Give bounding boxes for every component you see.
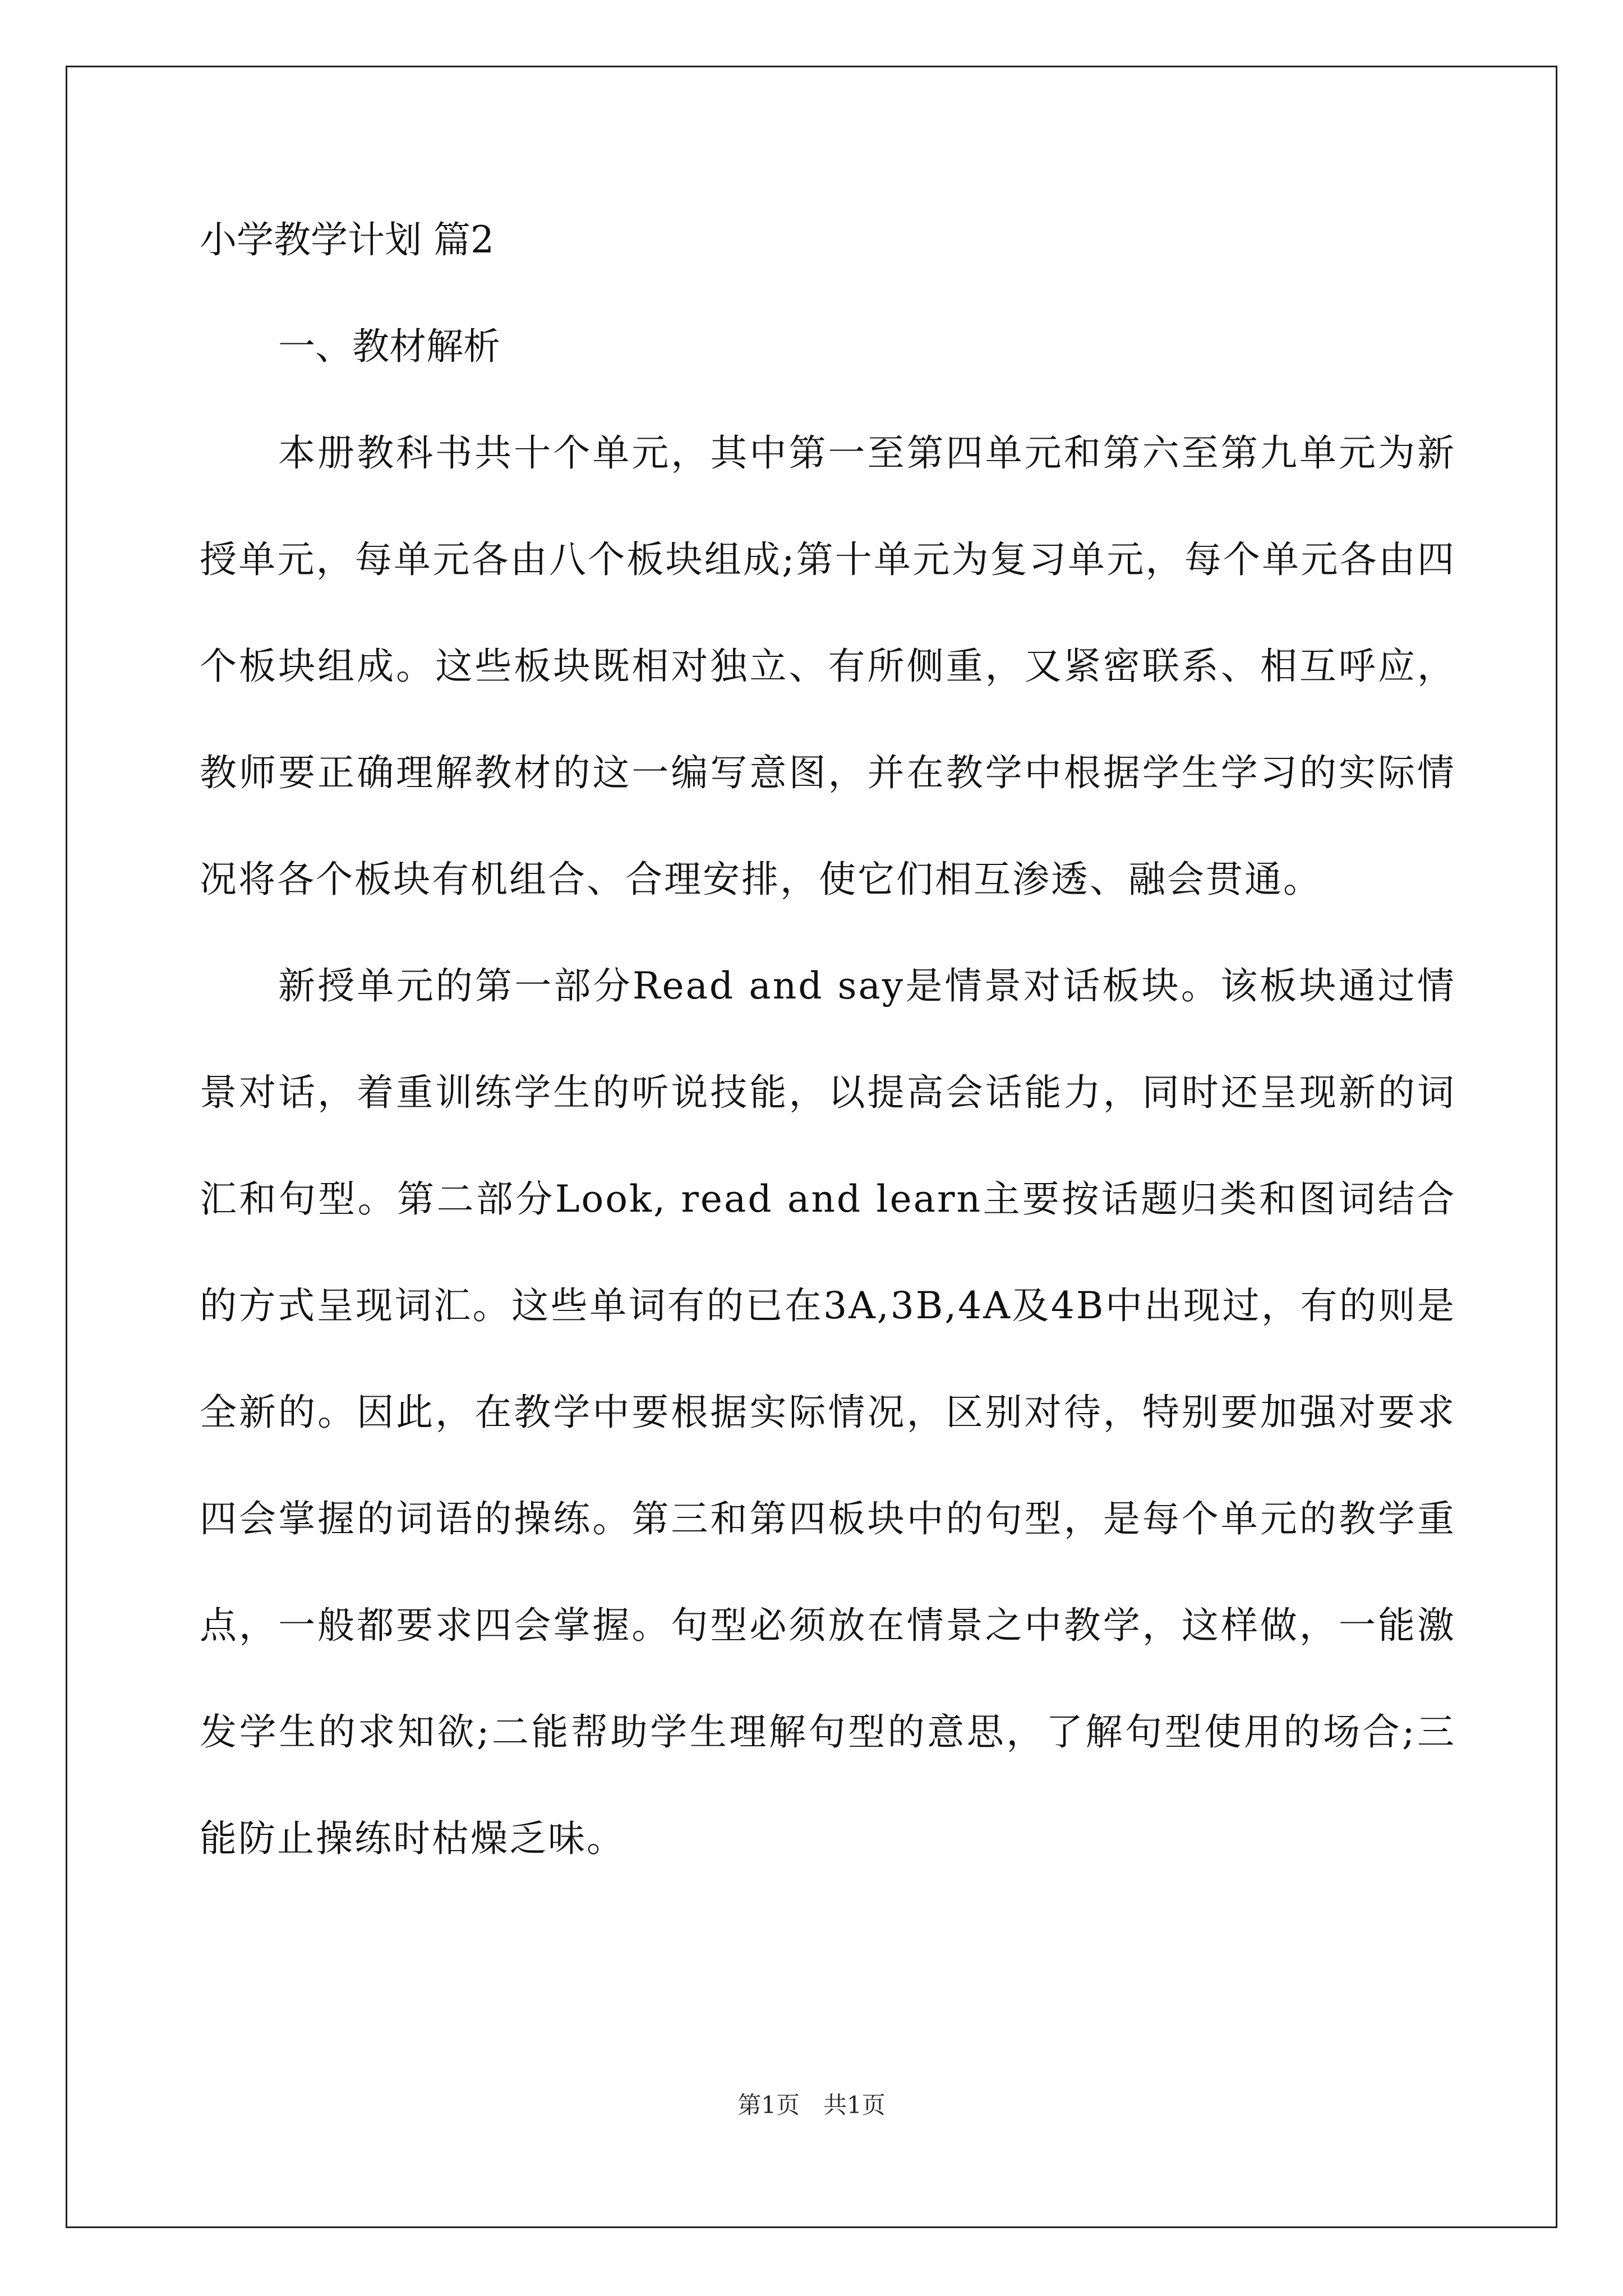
- document-title: 小学教学计划 篇2: [200, 218, 494, 261]
- document-body: [200, 213, 1456, 1892]
- section-heading: 一、教材解析: [278, 325, 500, 368]
- paragraph-1: 本册教科书共十个单元，其中第一至第四单元和第六至第九单元为新授单元，每单元各由八个板块组成;第十单元为复习单元，每个单元各由四个板块组成。这些板块既相对独立、有所侧重，又紧密联系、相互呼应，教师要正确理解教材的这一编写意图，并在教学中根据学生学习的实际情况将各个板块有机组合、合理安排，使它们相互渗透、融会贯通。: [200, 431, 1456, 901]
- page-footer: 第1页 共1页: [737, 2091, 886, 2119]
- paragraph-2: 新授单元的第一部分Read and say是情景对话板块。该板块通过情景对话，着重训练学生的听说技能，以提高会话能力，同时还呈现新的词汇和句型。第二部分Look, read and learn主要按话题归类和图词结合的方式呈现词汇。这些单词有的已在3A,3B,4A及4B中出现过，有的则是全新的。因此，在教学中要根据实际情况，区别对待，特别要加强对要求四会掌握的词语的操练。第三和第四板块中的句型，是每个单元的教学重点，一般都要求四会掌握。句型必须放在情景之中教学，这样做，一能激发学生的求知欲;二能帮助学生理解句型的意思，了解句型使用的场合;三能防止操练时枯燥乏味。: [200, 964, 1456, 1860]
